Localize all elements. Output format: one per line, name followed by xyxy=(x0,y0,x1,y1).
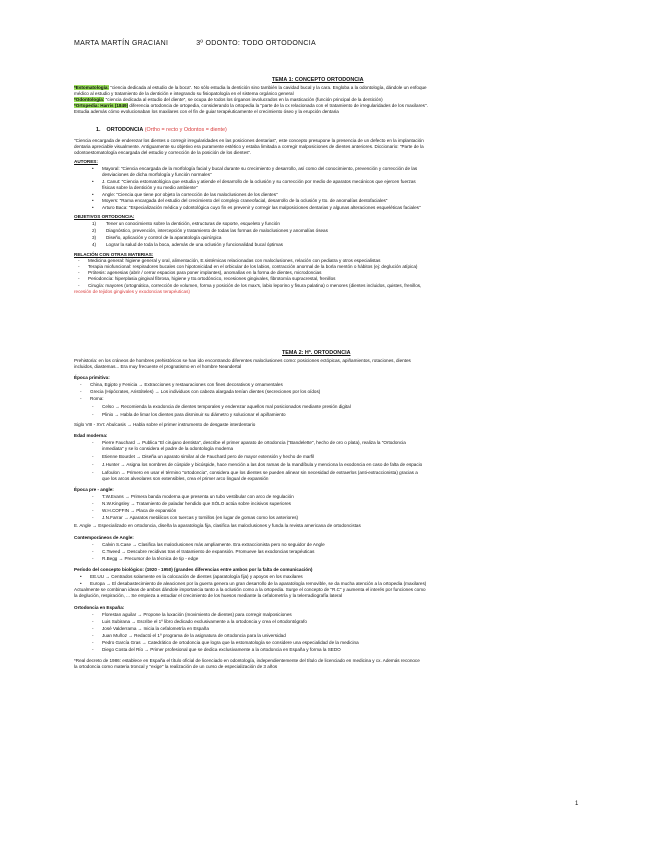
def-line: Estudia además cómo evolucionaban los maxilares con el fin de guiar terapéuticamente el crecimiento óseo y la erupción dentaria xyxy=(74,109,339,114)
objetivo-item: 4) Lograr la salud de toda la boca, además de una oclusión y funcionalidad bucal óptimas xyxy=(92,242,283,247)
primitiva-item: - China, Egipto y Fenicia → Extracciones y restauraciones con fines decorativos y ornamentales xyxy=(80,382,283,387)
contemporaneo-item: - R.Begg → Precursor de la técnica de tip - edge xyxy=(92,556,199,561)
espana-item: - Florestan aguilar → Propone la luxación (movimiento de dientes) para corregir malposiciones xyxy=(92,612,292,617)
espana-item: - Luis Subirana → Escribe el 1º libro dedicado exclusivamente a la ortodoncia y crea el ortodontógrafo xyxy=(92,619,307,624)
tema1-title: TEMA 1: CONCEPTO ORTODONCIA xyxy=(272,77,364,83)
periodo-item: • Europa → El desabastecimiento de aleaciones por la guerra genera un gran desarrollo de la aparatología removible, se da mucha atención a la ortopedia (maxilares) xyxy=(80,581,427,586)
def-line: *Odontología: "ciencia dedicada al estudio del diente", se ocupa de todos los órganos involucrados en la masticación (función principal de la dentición) xyxy=(74,97,383,102)
def-line: *Ortopedia: Harris (1849) diferencia ortodoncia de ortopedia, considerando la ortopedia la "parte de la cx relacionada con el tratamiento de irregularidades de los maxilares". xyxy=(74,103,428,108)
def-line: médico al estudio y tratamiento de la dentición e integrando su fisiopatología en el sistema orgánico general xyxy=(74,91,294,96)
contemporaneos-heading: Contemporáneos de Angle: xyxy=(74,535,134,540)
periodo-item: Actualmente se combinan ideas de ambos dándole importancia tanto a la oclusión como a la ortopedia. Surge el concepto de "R.C" y aumenta el interés por funciones como xyxy=(74,587,426,592)
moderna-heading: Edad moderna: xyxy=(74,433,108,438)
siglo-line: Siglo VIII - XVI: Abulcasis → Habla sobre el primer instrumento de desgaste interdentario xyxy=(74,422,256,427)
real-decreto-line: la ortodoncia como materia troncal y "exige" la realización de un curso de especialización de 3 años xyxy=(74,664,278,669)
objetivo-item: 3) Diseño, aplicación y control de la aparatología quirúrgica xyxy=(92,235,222,240)
def-line: *Estomatología: "ciencia dedicada al estudio de la boca". No sólo estudia la dentición sino también la cavidad bucal y la cara. Engloba a la odontología, dándole un enfoque xyxy=(74,85,427,90)
relacion-item: - Cirugía: mayores (ortognática, corrección de volumen, forma y posición de los max's, labio leporino y fisura palatina) o menores (dientes incluidos, quistes, frenillos, xyxy=(78,283,422,288)
course-title: 3º ODONTO: TODO ORTODONCIA xyxy=(196,40,316,47)
autor-item: • Mayoral: "Ciencia encargada de la morfología facial y bucal durante su crecimiento y desarrollo, así como del conocimiento, prevención y corrección de las xyxy=(92,166,418,171)
ortodoncia-para: odontoestomatología encargada del estudio y corrección de la posición de los dientes". xyxy=(74,150,252,155)
objetivo-item: 1) Tener un conocimiento sobre la dentición, estructuras de soporte, esqueleto y función xyxy=(92,221,280,226)
objetivo-item: 2) Diagnóstico, prevención, intercepción y tratamiento de todas las formas de maloclusiones y anomalías óseas xyxy=(92,228,328,233)
real-decreto-line: *Real decreto de 1986: establece en España el título oficial de licenciado en odontología, independientemente del título de licenciado en medicina y cx. Además reconoce xyxy=(74,658,420,663)
relacion-item: - Terapia miofuncional: respiradores bucales con hipotonicidad en el orbicular de los labios, contracción anormal de la borla mentón o hábitos (ej: deglución atípica) xyxy=(78,264,418,269)
moderna-item: - Pierre Fauchard → Publica "El cirujano dentista", describe el primer aparato de ortodoncia ("Bandelette", hecho de oro o plata), realiza la "Ortodoncia xyxy=(92,440,406,445)
relacion-item: - Periodoncia: hiperplasia gingival fibrosa, higiene y tto.ortodóncico, recesiones gingivales, fibrotomía supracrestal, frenillos xyxy=(78,276,336,281)
contemporaneo-item: - C.Tweed → Descubre recidivas tras el tratamiento de expansión. Promueve las exodoncias terapéuticas xyxy=(92,549,315,554)
moderna-item: - Etienne Bourdet → Diseña un aparato similar al de Fauchard pero de mayor extensión y hecho de marfil xyxy=(92,454,315,459)
preangle-item: - J.N.Farrar → Aparatos metálicos con tuercas y tornillos (en lugar de gomas como los anteriores) xyxy=(92,515,299,520)
autor-item: desviaciones de dicha morfología y función normales" xyxy=(102,172,212,177)
autor-item: • Moyers: "Rama encargada del estudio del crecimiento del complejo craneofacial, desarrollo de la oclusión y tto. de anomalías dentofaciales" xyxy=(92,198,388,203)
relacion-item: - Prótesis: agenesias (abrir / cerrar espacios para poner implantes), anomalías en la forma de dientes, microdoncias xyxy=(78,270,322,275)
prehistoria-para: Prehistoria: en los cráneos de hombres prehistóricos se han ido encontrando diferentes maloclusiones como: posiciones ectópicas, apiñamientos, rotaciones, dientes xyxy=(74,358,411,363)
espana-heading: Ortodoncia en España: xyxy=(74,605,125,610)
preangle-heading: Época pre - angle: xyxy=(74,487,114,492)
primitiva-item: - Grecia (Hipócrates, Aristóteles) → Los individuos con cabeza alargada tenían dientes (secreciones por los oídos) xyxy=(80,389,321,394)
preangle-item: - T.W.Evans → Primera banda moderna que presenta un tubo vestibular con arco de regulación xyxy=(92,494,294,499)
autor-item: • Angle: "Ciencia que tiene por objeto la corrección de las maloclusiones de los dientes" xyxy=(92,192,278,197)
angle-line: E. Angle → Especializado en ortodoncia, diseña la aparatología fija, clasifica las maloclusiones y funda la revista americana de ortodoncistas xyxy=(74,523,361,528)
preangle-item: - W.H.COFFIN → Placa de expansión xyxy=(92,508,177,513)
objetivos-heading: OBJETIVOS ORTODONCIA: xyxy=(74,214,135,219)
espana-item: - Juan Muñoz → Redactó el 1º programa de la asignatura de ortodoncia para la universidad xyxy=(92,633,286,638)
contemporaneo-item: - Calvin S.Case → Clasifica las maloclusiones más ampliamente. Era extraccionista pero no seguidor de Angle xyxy=(92,542,325,547)
preangle-item: - N.W.Kingsley → Tratamiento de paladar hendido que SÓLO actúa sobre incisivos superiores xyxy=(92,501,291,506)
ortodoncia-para: dentaria apreciable visualmente. Antiguamente su objetivo era puramente estético y estaba limitada a corregir malposiciones de dientes anteriores. Diccionario: "Parte de la xyxy=(74,144,424,149)
periodo-item: la deglución, respiración, ... Se empieza a estudiar el crecimiento de los huesos mediante la cefalometría y la telerradiografía lateral xyxy=(74,593,343,598)
tema2-title: TEMA 2: Hª. ORTODONCIA xyxy=(282,350,351,356)
primitiva-heading: Época primitiva: xyxy=(74,375,110,380)
autor-item: • Arturo Baca: "Especialización médica y odontológica cuyo fin es prevenir y corregir las malposiciones dentarias y algunas alteraciones esqueléticas faciales" xyxy=(92,205,421,210)
espana-item: - José Valderrama → Inicia la cefalometría en España xyxy=(92,626,209,631)
page-number: 1 xyxy=(575,801,579,807)
ortodoncia-para: "Ciencia encargada de enderezar los dientes o corregir irregularidades en las posiciones dentarias", este concepto presupone la presencia de un defecto en la implantación xyxy=(74,138,424,143)
espana-item: - Diego Costa del Río → Primer profesional que se dedica exclusivamente a la ortodoncia en España y forma la SEDO xyxy=(92,647,341,652)
moderna-item: inmediata" y se lo considera el padre de la odontología moderna xyxy=(102,446,234,451)
page-header xyxy=(74,40,344,47)
moderna-item: - Lafoulon → Primero en usar el término "ortodoncia", considera que los dientes se pueden alinear sin necesidad de extraerlos (anti-extraccionista) gracias a xyxy=(92,470,418,475)
primitiva-item: - Plinio → Habla de limar los dientes para disminuir su diámetro y solucionar el apiñamiento xyxy=(92,412,286,417)
moderna-item: que los arcos alveolares son extensibles, crea el primer arco lingual de expansión xyxy=(102,476,269,481)
autor-item: físicas sobre la dentición y su medio ambiente" xyxy=(102,185,198,190)
primitiva-item: - Celso → Recomienda la exodoncia de dientes temporales y enderezar aquellos mal posicionados mediante presión digital xyxy=(92,404,351,409)
periodo-item: • EE.UU → Centrados solamente en la colocación de dientes (aparatología fija) y apoyos en los maxilares xyxy=(80,574,303,579)
section-ortodoncia-heading: 1. ORTODONCIA (Ortho = recto y Odontos = diente) xyxy=(96,127,227,133)
moderna-item: - J.Hunter → Asigna los nombres de cúspide y bicúspide, hace mención a las dos ramas de la mandíbula y menciona la exodoncia en caso de falta de espacio xyxy=(92,462,423,467)
prehistoria-para: incluidos, diastemas... Era muy frecuente el prognatismo en el hombre Neandertal xyxy=(74,364,242,369)
espana-item: - Pedro García Gras → Catedrático de ortodoncia que logra que la estomatología se considere una especialidad de la medicina xyxy=(92,640,359,645)
autores-heading: AUTORES: xyxy=(74,159,98,164)
relacion-item: - Medicina general: higiene general y oral, alimentación, E.sistémicas relacionadas con maloclusiones, relación con pediatra y otros especialistas xyxy=(78,258,381,263)
periodo-heading: Período del concepto biológico: (1920 - 1950) (grandes diferencias entre ambos por la falta de comunicación) xyxy=(74,567,313,572)
autor-item: • J. Canut: "Ciencia estomatológica que estudia y atiende el desarrollo de la oclusión y su corrección por medio de aparatos mecánicos que ejercen fuerzas xyxy=(92,179,416,184)
relacion-item: recesión de tejidos gingivales y exodoncias terapéuticas) xyxy=(74,289,190,294)
author-name: MARTA MARTÍN GRACIANI xyxy=(74,40,169,47)
primitiva-item: - Roma: xyxy=(80,396,104,401)
relacion-heading: RELACIÓN CON OTRAS MATERIAS: xyxy=(74,252,154,257)
